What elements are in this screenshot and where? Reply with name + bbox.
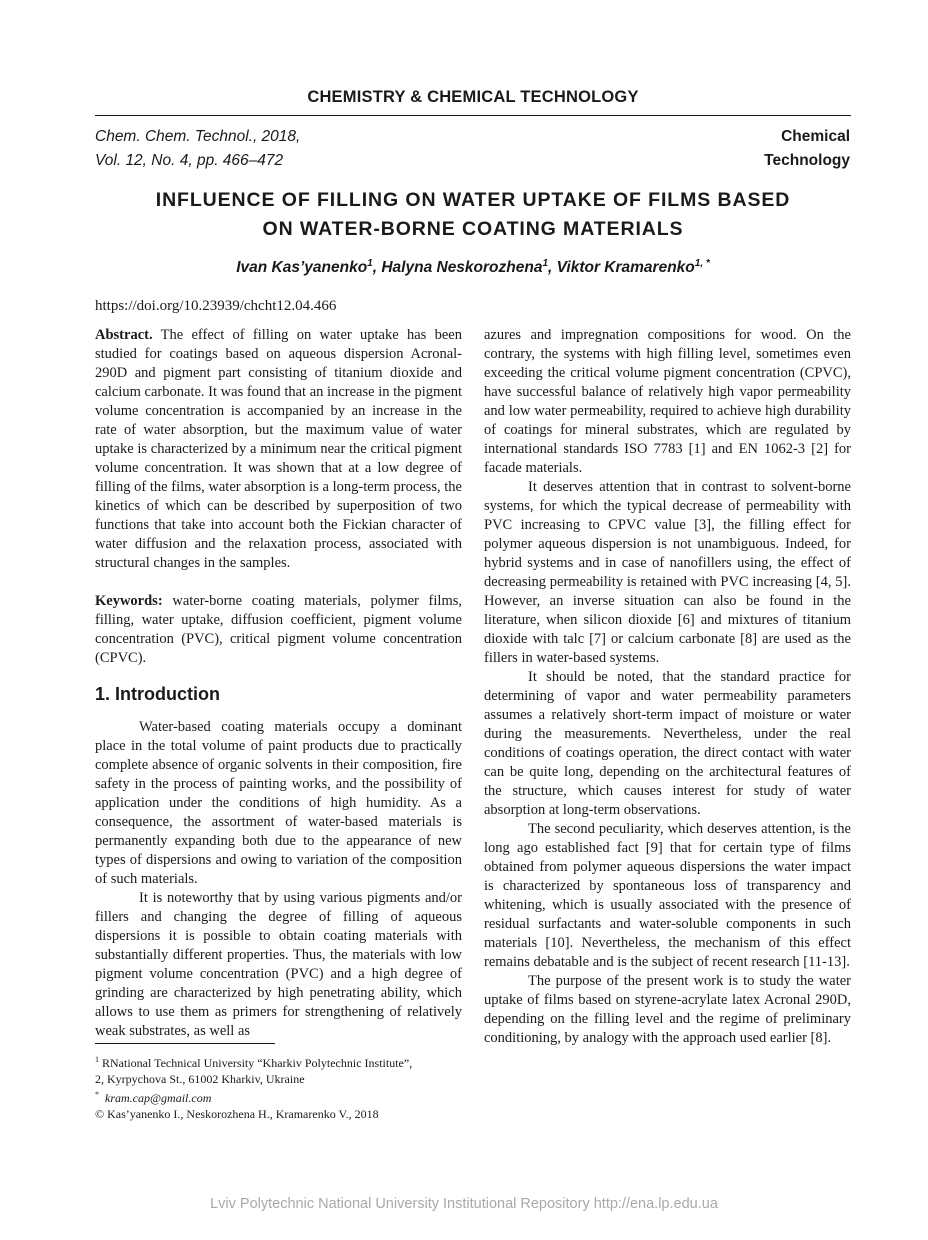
body-paragraph: The purpose of the present work is to study the water uptake of films based on styrene-acrylate latex Acronal 290D, depending on the filling level and the regime of preliminary conditioning, by analogy with the approach used earlier [8].	[484, 973, 851, 1046]
footnote-divider	[95, 1043, 275, 1044]
copyright-notice: © Kas’yanenko I., Neskorozhena H., Kramarenko V., 2018	[95, 1107, 379, 1121]
body-paragraph: It should be noted, that the standard practice for determining of vapor and water permeability parameters assumes a relatively short-term impact of moisture or water during the measurements. Nevertheless, under the real conditions of coatings operation, the direct contact with water can be quite long, depending on the architectural features of the structure, which causes interest for study of water absorption at long-term observations.	[484, 669, 851, 818]
footnote-email	[95, 1087, 462, 1106]
keywords-text: water-borne coating materials, polymer films, filling, water uptake, diffusion coefficient, pigment volume concentration (PVC), critical pigment volume concentration (CPVC).	[95, 593, 462, 666]
email-link[interactable]: kram.cap@gmail.com	[105, 1091, 212, 1105]
abstract-label: Abstract.	[95, 327, 153, 343]
affiliation-line-1: RNational Technical University “Kharkiv Polytechnic Institute”,	[102, 1056, 413, 1070]
keywords	[95, 592, 462, 668]
body-paragraph: It deserves attention that in contrast to solvent-borne systems, for which the typical decrease of permeability with PVC increasing to CPVC value [3], the filling effect for polymer aqueous dispersion is not unambiguous. Indeed, for hybrid systems and in case of nanofillers using, the effect of decreasing permeability is retained with PVC increasing [4, 5]. However, an inverse situation can also be found in the literature, when silicon dioxide [6] and mixtures of titanium dioxide with talc [7] or calcium carbonate [8] are used as the fillers in water-based systems.	[484, 479, 851, 666]
author-name: Viktor Kramarenko	[556, 259, 695, 277]
right-column	[484, 326, 851, 1048]
body-paragraph: Water-based coating materials occupy a dominant place in the total volume of paint products due to practically complete absence of organic solvents in their composition, fire safety in the process of painting works, and the possibility of application under the conditions of high humidity. As a consequence, the assortment of water-based materials is permanently expanding both due to the appearance of new types of dispersions and owing to variation of the composition of such materials.	[95, 719, 462, 887]
paper-title	[95, 186, 851, 244]
author-name: Ivan Kas’yanenko	[236, 259, 368, 277]
section-label-line-1: Chemical	[781, 128, 850, 145]
citation	[95, 125, 300, 173]
left-column	[95, 326, 462, 1041]
body-paragraph: It is noteworthy that by using various pigments and/or fillers and changing the degree of filling of aqueous dispersions it is possible to obtain coating materials with substantially different properties. Thus, the materials with low pigment volume concentration (PVC) and a high degree of grinding are characterized by high penetrating ability, which allows to use them as primers for strengthening of relatively weak substrates, as well as	[95, 890, 462, 1039]
author-affiliation-mark: 1	[542, 258, 549, 269]
footnotes	[95, 1052, 462, 1122]
author-separator: ,	[548, 259, 557, 277]
footnote-affiliation	[95, 1052, 462, 1071]
author-list	[95, 258, 851, 277]
section-label	[764, 125, 850, 173]
author-separator: ,	[372, 259, 382, 277]
abstract	[95, 326, 462, 573]
footnote-mark: *	[95, 1090, 99, 1099]
citation-line-1: Chem. Chem. Technol., 2018,	[95, 128, 301, 145]
body-paragraph: The second peculiarity, which deserves attention, is the long ago established fact [9] that for certain type of films obtained from polymer aqueous dispersions the water impact is characterized by spontaneous loss of transparency and whitening, which is usually associated with the presence of residual surfactants and water-soluble components in such materials [10]. Nevertheless, the mechanism of this effect remains debatable and is the subject of recent research [11-13].	[484, 821, 851, 970]
author-name: Halyna Neskorozhena	[381, 259, 543, 277]
section-heading-introduction: 1. Introduction	[95, 684, 220, 704]
doi-link[interactable]: https://doi.org/10.23939/chcht12.04.466	[95, 298, 337, 314]
affiliation-line-2: 2, Kyrpychova St., 61002 Kharkiv, Ukraine	[95, 1072, 305, 1086]
keywords-label: Keywords:	[95, 593, 163, 609]
header-divider	[95, 115, 851, 116]
journal-header: CHEMISTRY & CHEMICAL TECHNOLOGY	[307, 88, 639, 106]
body-paragraph: azures and impregnation compositions for wood. On the contrary, the systems with high filling level, sometimes even exceeding the critical volume pigment concentration (CPVC), have successful balance of relatively high vapor permeability and low water permeability, required to achieve high durability of coatings for mineral substrates, which are regulated by international standards ISO 7783 [1] and EN 1062-3 [2] for facade materials.	[484, 327, 851, 476]
author-affiliation-mark: 1, *	[694, 258, 710, 269]
title-line-1: INFLUENCE OF FILLING ON WATER UPTAKE OF FILMS BASED	[155, 189, 791, 211]
abstract-text: The effect of filling on water uptake has been studied for coatings based on aqueous dispersion Acronal-290D and pigment part consisting of titanium dioxide and calcium carbonate. It was found that an increase in the pigment volume concentration is accompanied by an increase in the rate of water absorption, but the maximum value of water uptake is characterized by a minimum near the critical pigment volume concentration. It was shown that at a low degree of filling of the films, water absorption is a long-term process, the kinetics of which can be described by superposition of two functions that take into account both the Fickian character of water diffusion and the relaxation process, associated with structural changes in the samples.	[95, 327, 462, 571]
author-affiliation-mark: 1	[367, 258, 373, 269]
citation-line-2: Vol. 12, No. 4, pp. 466–472	[95, 152, 284, 169]
footnote-mark: 1	[95, 1055, 99, 1064]
title-line-2: ON WATER-BORNE COATING MATERIALS	[262, 218, 684, 240]
section-label-line-2: Technology	[764, 152, 850, 169]
repository-footer: Lviv Polytechnic National University Institutional Repository http://ena.lp.edu.ua	[210, 1196, 718, 1212]
